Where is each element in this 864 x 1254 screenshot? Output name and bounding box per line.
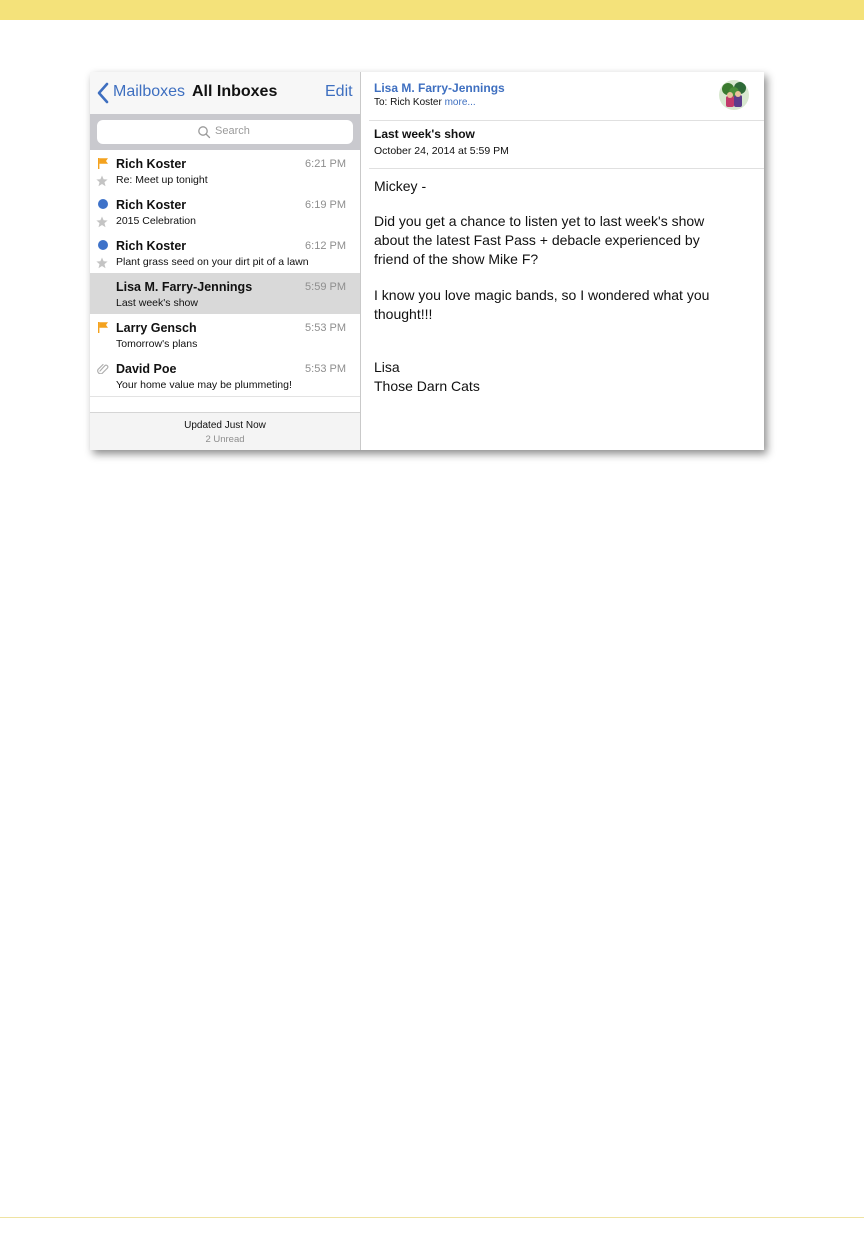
- avatar-image-icon: [719, 80, 749, 110]
- attachment-icon: [97, 362, 109, 374]
- message-subject: Last week's show: [374, 127, 475, 141]
- star-icon: [96, 216, 108, 228]
- message-date: October 24, 2014 at 5:59 PM: [374, 145, 509, 157]
- back-chevron-icon[interactable]: [96, 82, 110, 104]
- message-sender: Rich Koster: [116, 157, 187, 171]
- more-recipients-link[interactable]: more...: [444, 97, 476, 108]
- body-greeting: Mickey -: [374, 178, 427, 194]
- unread-dot-icon: [97, 198, 109, 210]
- search-input[interactable]: [97, 120, 353, 144]
- message-time: 5:53 PM: [305, 322, 346, 334]
- flag-icon: [97, 157, 109, 169]
- message-time: 5:53 PM: [305, 363, 346, 375]
- message-subject-preview: Last week's show: [116, 297, 198, 309]
- search-icon: [197, 125, 211, 139]
- message-subject-preview: 2015 Celebration: [116, 215, 196, 227]
- star-icon: [96, 175, 108, 187]
- top-decor-band: [0, 0, 864, 20]
- message-sender: Rich Koster: [116, 239, 187, 253]
- body-para2-line2: thought!!!: [374, 306, 433, 322]
- message-subject-preview: Plant grass seed on your dirt pit of a lawn: [116, 256, 309, 268]
- sender-avatar[interactable]: [719, 80, 749, 110]
- message-sender: David Poe: [116, 362, 177, 376]
- recipient-name: Rich Koster: [390, 97, 442, 108]
- flag-icon: [97, 321, 109, 333]
- body-para2-line1: I know you love magic bands, so I wondered what you: [374, 287, 710, 303]
- subject-divider: [369, 168, 764, 169]
- message-sender: Lisa M. Farry-Jennings: [116, 280, 253, 294]
- signature-name: Lisa: [374, 359, 400, 375]
- sender-name[interactable]: Lisa M. Farry-Jennings: [374, 81, 505, 95]
- body-para1-line2: about the latest Fast Pass + debacle experienced by: [374, 232, 700, 248]
- unread-count: 2 Unread: [205, 434, 245, 445]
- message-sender: Rich Koster: [116, 198, 187, 212]
- search-bar: [90, 114, 360, 150]
- page-title: All Inboxes: [192, 83, 278, 100]
- message-view-pane: [361, 72, 764, 450]
- star-icon: [96, 257, 108, 269]
- header-divider: [369, 120, 764, 121]
- body-para1-line3: friend of the show Mike F?: [374, 251, 539, 267]
- message-subject-preview: Re: Meet up tonight: [116, 174, 208, 186]
- message-subject-preview: Your home value may be plummeting!: [116, 379, 292, 391]
- signature-org: Those Darn Cats: [374, 378, 480, 394]
- unread-dot-icon: [97, 239, 109, 251]
- message-list: [90, 150, 360, 412]
- list-footer: [90, 412, 360, 450]
- edit-button[interactable]: Edit: [325, 83, 353, 100]
- message-sender: Larry Gensch: [116, 321, 197, 335]
- message-row[interactable]: [90, 232, 360, 274]
- bottom-rule: [0, 1217, 864, 1218]
- message-list-pane: [90, 72, 361, 450]
- message-row[interactable]: [90, 150, 360, 192]
- nav-bar: [90, 72, 360, 114]
- search-placeholder: Search: [215, 125, 250, 137]
- message-row[interactable]: [90, 191, 360, 233]
- message-time: 5:59 PM: [305, 281, 346, 293]
- to-label: To:: [374, 97, 388, 108]
- body-para1-line1: Did you get a chance to listen yet to last week's show: [374, 213, 705, 229]
- update-status: Updated Just Now: [184, 420, 266, 431]
- message-time: 6:21 PM: [305, 158, 346, 170]
- message-subject-preview: Tomorrow's plans: [116, 338, 198, 350]
- message-row[interactable]: [90, 355, 360, 397]
- mailboxes-back-button[interactable]: Mailboxes: [113, 83, 186, 100]
- recipient-line: [374, 97, 476, 108]
- message-time: 6:19 PM: [305, 199, 346, 211]
- mail-app-window: [90, 72, 764, 450]
- message-row[interactable]: [90, 314, 360, 356]
- message-row[interactable]: [90, 273, 360, 315]
- message-time: 6:12 PM: [305, 240, 346, 252]
